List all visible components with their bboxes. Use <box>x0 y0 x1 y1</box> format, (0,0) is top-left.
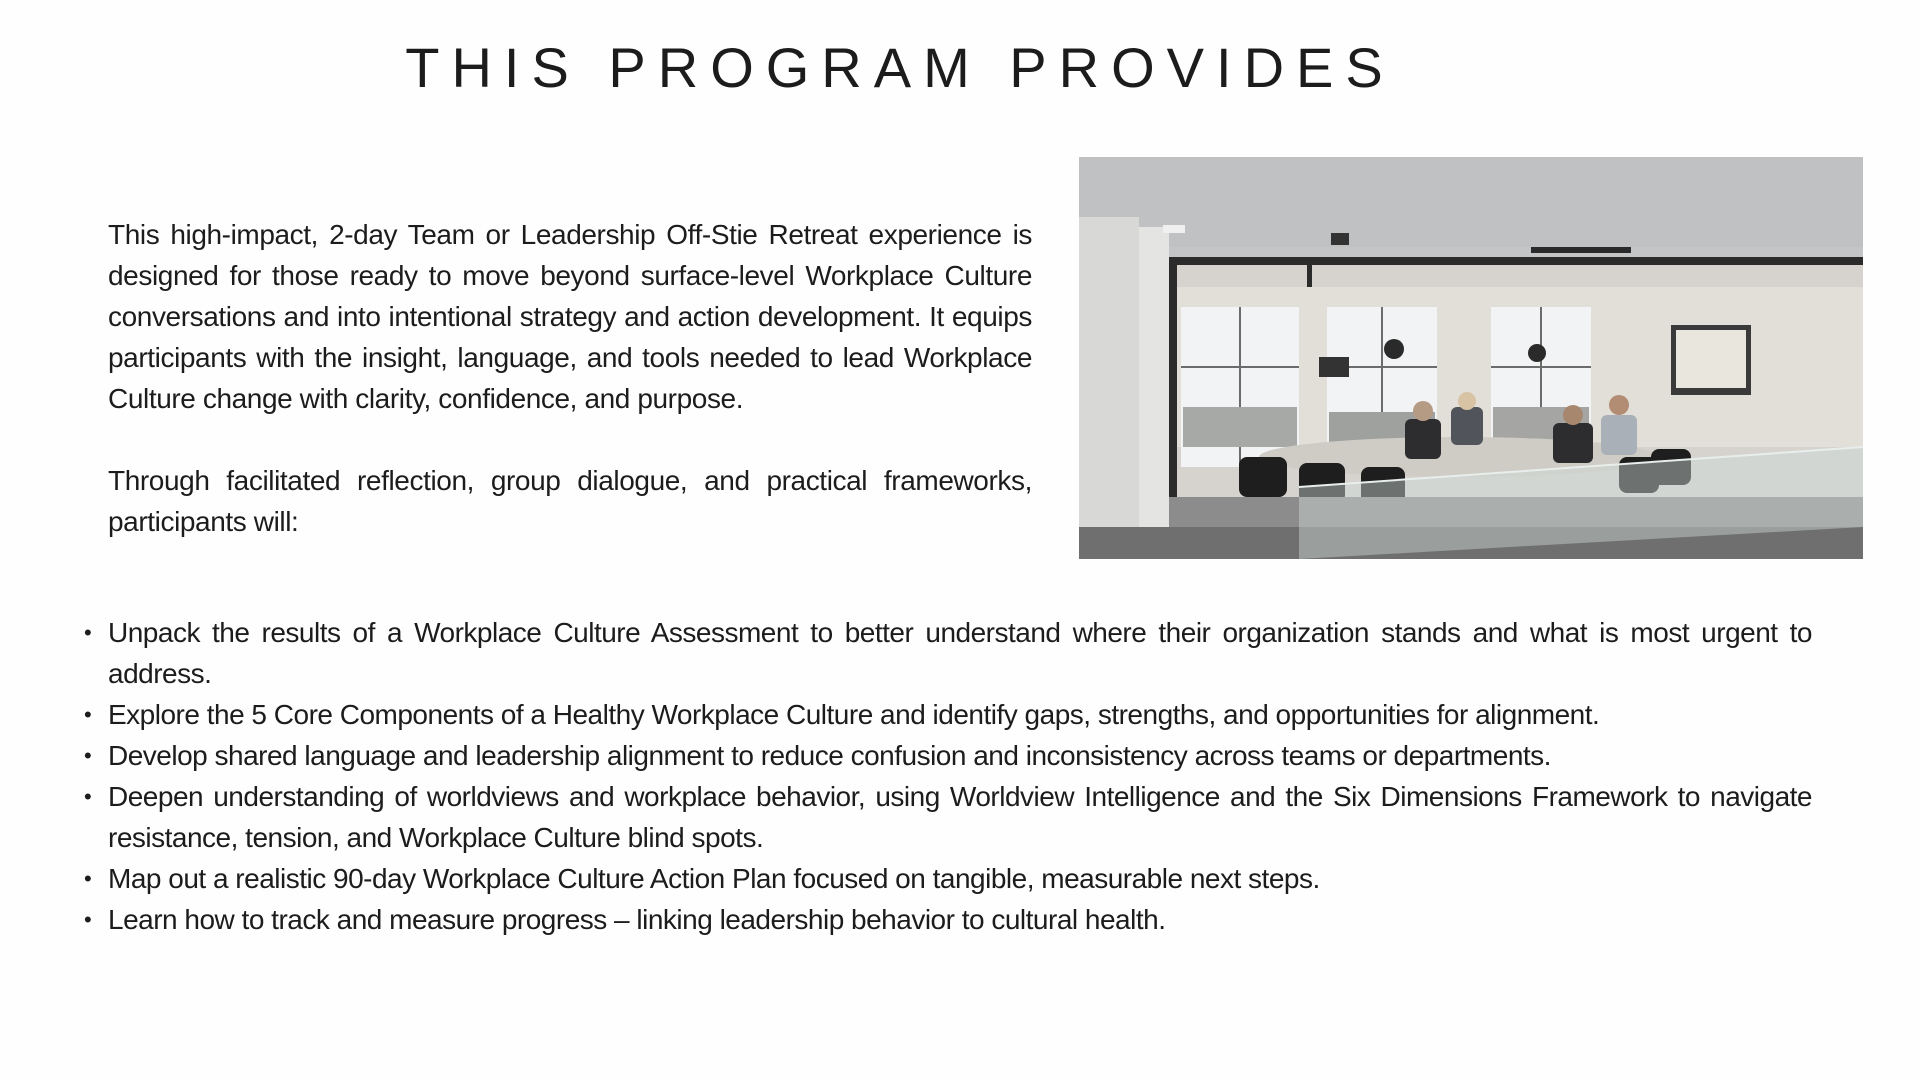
intro-paragraph-1: This high-impact, 2-day Team or Leadership Off-Stie Retreat experience is designed for those ready to move beyond surface-level Workplace Culture conversations and into intentional strategy and action development. It equips participants with the insight, language, and tools needed to lead Workplace Culture change with clarity, confidence, and purpose. <box>108 219 1032 414</box>
meeting-room-photo <box>1079 157 1863 559</box>
list-item: • Explore the 5 Core Components of a Healthy Workplace Culture and identify gaps, strengths, and opportunities for alignment. <box>108 694 1812 735</box>
list-item: • Map out a realistic 90-day Workplace Culture Action Plan focused on tangible, measurable next steps. <box>108 858 1812 899</box>
list-item: • Deepen understanding of worldviews and workplace behavior, using Worldview Intelligence and the Six Dimensions Framework to navigate resistance, tension, and Workplace Culture blind spots. <box>108 776 1812 858</box>
list-item: • Develop shared language and leadership alignment to reduce confusion and inconsistency across teams or departments. <box>108 735 1812 776</box>
page-title: THIS PROGRAM PROVIDES <box>405 36 1395 99</box>
outcomes-list <box>108 612 1812 940</box>
intro-paragraph-2: Through facilitated reflection, group dialogue, and practical frameworks, participants will: <box>108 465 1032 537</box>
list-item: • Learn how to track and measure progress – linking leadership behavior to cultural health. <box>108 899 1812 940</box>
intro-text <box>108 214 1032 542</box>
list-item: • Unpack the results of a Workplace Culture Assessment to better understand where their organization stands and what is most urgent to address. <box>108 612 1812 694</box>
